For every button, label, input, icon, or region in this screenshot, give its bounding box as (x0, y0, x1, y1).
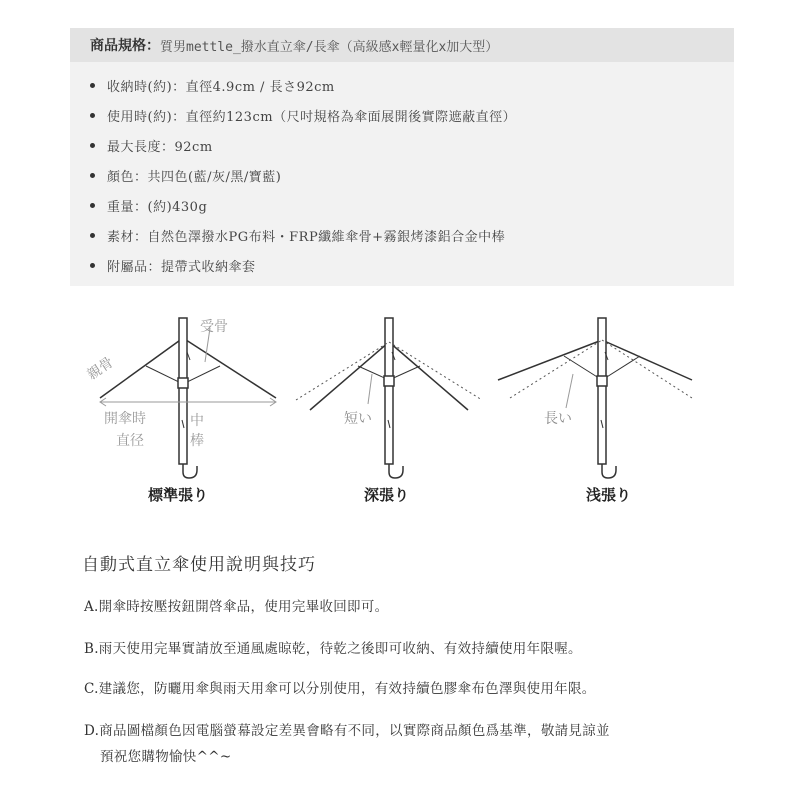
label-shaft-2: 棒 (190, 433, 204, 449)
shallow-umbrella-icon (498, 318, 692, 478)
usage-item-b: B.雨天使用完畢實請放至通風處晾乾，待乾之後即可收納、有效持續使用年限喔。 (84, 641, 582, 657)
caption-deep: 深張り (364, 486, 410, 504)
spec-box (70, 28, 734, 286)
bullet-icon (90, 203, 95, 208)
label-long: 長い (544, 411, 572, 427)
bullet-icon (90, 113, 95, 118)
usage-item-d1: D.商品圖檔顏色因電腦螢幕設定差異會略有不同，以實際商品顏色爲基準，敬請見諒並 (84, 723, 610, 739)
bullet-icon (90, 83, 95, 88)
label-shaft-1: 中 (190, 413, 204, 429)
spec-header (70, 28, 734, 62)
caption-standard: 標準張り (148, 486, 209, 504)
bullet-icon (90, 233, 95, 238)
label-rib: 受骨 (200, 319, 228, 335)
spec-item: 使用時(約)：直徑約123cm（尺吋規格為傘面展開後實際遮蔽直徑） (86, 100, 734, 130)
caption-shallow: 浅張り (586, 486, 632, 504)
spec-list (70, 62, 734, 280)
spec-item: 素材：自然色澤撥水PG布料・FRP纖維傘骨+霧銀烤漆鋁合金中棒 (86, 220, 734, 250)
usage-item-a: A.開傘時按壓按鈕開啓傘品，使用完畢收回即可。 (84, 599, 389, 615)
standard-umbrella-icon (100, 318, 276, 478)
spec-item: 顏色：共四色(藍/灰/黑/寶藍) (86, 160, 734, 190)
label-short: 短い (344, 411, 372, 427)
label-main-rib: 親骨 (84, 354, 117, 384)
spec-header-label: 商品規格： (90, 38, 160, 54)
spec-item: 最大長度：92cm (86, 130, 734, 160)
umbrella-diagram (80, 300, 720, 520)
bullet-icon (90, 263, 95, 268)
usage-item-c: C.建議您，防曬用傘與雨天用傘可以分別使用，有效持續色膠傘布色澤與使用年限。 (84, 681, 596, 697)
label-open-diameter-1: 開傘時 (104, 411, 146, 427)
spec-item: 收納時(約)：直徑4.9cm / 長さ92cm (86, 70, 734, 100)
label-open-diameter-2: 直径 (116, 433, 144, 449)
bullet-icon (90, 143, 95, 148)
spec-item: 重量：(約)430g (86, 190, 734, 220)
spec-header-value: 質男mettle_撥水直立傘/長傘（高級感x輕量化x加大型） (160, 39, 499, 55)
spec-item: 附屬品：提帶式收納傘套 (86, 250, 734, 280)
usage-title: 自動式直立傘使用說明與技巧 (82, 555, 316, 575)
bullet-icon (90, 173, 95, 178)
usage-item-d2: 預祝您購物愉快^^~ (100, 749, 232, 765)
